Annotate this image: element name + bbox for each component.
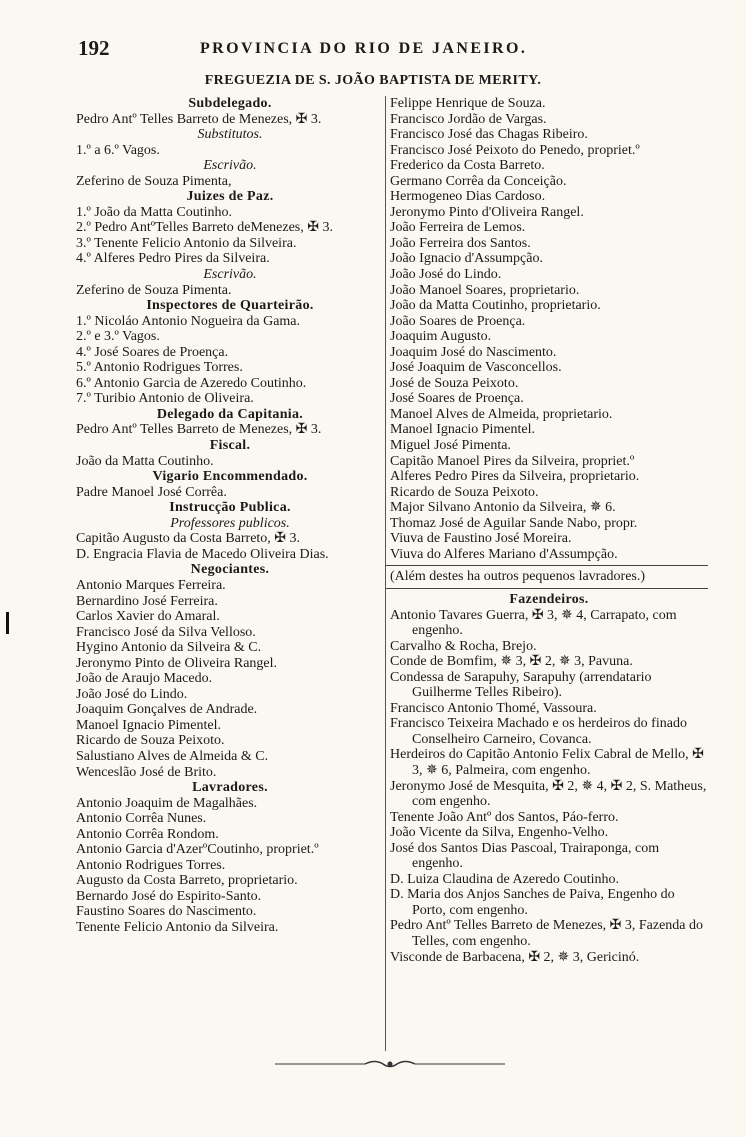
entry-line: Francisco Teixeira Machado e os herdeiros do finado Conselheiro Carneiro, Covanca. xyxy=(390,716,687,747)
section-heading: Subdelegado. xyxy=(188,96,272,111)
running-head: PROVINCIA DO RIO DE JANEIRO. xyxy=(200,40,528,57)
entry-line: Salustiano Alves de Almeida & C. xyxy=(76,748,269,764)
margin-mark xyxy=(6,612,9,634)
entry-line: D. Engracia Flavia de Macedo Oliveira Dias. xyxy=(76,546,329,562)
entry-line: João Ferreira dos Santos. xyxy=(390,235,531,251)
entry-line: Herdeiros do Capitão Antonio Felix Cabral de Mello, ✠ 3, ✵ 6, Palmeira, com engenho. xyxy=(390,747,704,778)
column-divider xyxy=(385,96,386,1051)
entry-line: Jeronymo Pinto de Oliveira Rangel. xyxy=(76,655,278,671)
entry-line: Antonio Marques Ferreira. xyxy=(76,577,226,593)
entry-line: Joaquim Gonçalves de Andrade. xyxy=(76,702,258,718)
entry-line: Viuva de Faustino José Moreira. xyxy=(390,531,572,547)
entry-line: Jeronymo José de Mesquita, ✠ 2, ✵ 4, ✠ 2, S. Matheus, com engenho. xyxy=(390,778,707,810)
entry-line: Antonio Garcia d'AzerºCoutinho, propriet.º xyxy=(76,842,319,858)
entry-line: Viuva do Alferes Mariano d'Assumpção. xyxy=(390,546,618,562)
entry-line: Wenceslão José de Brito. xyxy=(76,764,217,780)
entry-line: João José do Lindo. xyxy=(390,267,502,283)
section-heading: Instrucção Publica. xyxy=(169,500,291,516)
entry-line: Antonio Corrêa Rondom. xyxy=(76,826,219,842)
entry-line: Antonio Tavares Guerra, ✠ 3, ✵ 4, Carrapato, com engenho. xyxy=(390,607,677,639)
entry-line: Antonio Rodrigues Torres. xyxy=(76,857,226,873)
subsection-heading: Professores publicos. xyxy=(170,515,290,531)
right-column xyxy=(390,96,708,965)
entry-line: Manoel Ignacio Pimentel. xyxy=(76,717,222,733)
section-heading: Juizes de Paz. xyxy=(186,189,274,205)
entry-line: Francisco José Peixoto do Penedo, propriet.º xyxy=(390,142,640,158)
entry-line: Tenente Felicio Antonio da Silveira. xyxy=(76,919,279,935)
entry-line: Jeronymo Pinto d'Oliveira Rangel. xyxy=(390,204,584,220)
entry-line: João da Matta Coutinho, proprietario. xyxy=(390,298,601,314)
entry-line: Francisco José das Chagas Ribeiro. xyxy=(390,127,588,143)
entry-line: Antonio Joaquim de Magalhães. xyxy=(76,795,258,811)
entry-line: Conde de Bomfim, ✵ 3, ✠ 2, ✵ 3, Pavuna. xyxy=(390,654,633,670)
entry-line: João de Araujo Macedo. xyxy=(76,671,213,687)
entry-line: Tenente João Antº dos Santos, Páo-ferro. xyxy=(390,809,619,825)
entry-line: José dos Santos Dias Pascoal, Trairaponga, com engenho. xyxy=(390,840,660,872)
section-heading: Vigario Encommendado. xyxy=(152,469,308,485)
entry-line: D. Maria dos Anjos Sanches de Paiva, Engenho do Porto, com engenho. xyxy=(390,887,675,918)
entry-line: D. Luiza Claudina de Azeredo Coutinho. xyxy=(390,871,619,887)
entry-line: Visconde de Barbacena, ✠ 2, ✵ 3, Gericinó. xyxy=(390,949,640,965)
subsection-heading: Escrivão. xyxy=(203,267,257,283)
entry-line: Antonio Corrêa Nunes. xyxy=(76,811,207,827)
entry-line: Alferes Pedro Pires da Silveira, proprietario. xyxy=(390,469,640,485)
entry-line: Germano Corrêa da Conceição. xyxy=(390,173,567,189)
entry-line: João Soares de Proença. xyxy=(390,313,526,329)
entry-line: 1.º João da Matta Coutinho. xyxy=(76,204,232,220)
subsection-heading: Substitutos. xyxy=(197,127,263,143)
entry-line: Ricardo de Souza Peixoto. xyxy=(390,484,539,500)
entry-line: Augusto da Costa Barreto, proprietario. xyxy=(76,873,298,889)
entry-line: Manoel Ignacio Pimentel. xyxy=(390,422,536,438)
entry-line: Condessa de Sarapuhy, Sarapuhy (arrendatario Guilherme Telles Ribeiro). xyxy=(390,669,652,701)
entry-line: Felippe Henrique de Souza. xyxy=(390,96,546,111)
entry-line: Capitão Manoel Pires da Silveira, propriet.º xyxy=(390,453,635,469)
entry-line: Bernardino José Ferreira. xyxy=(76,593,218,609)
entry-line: 4.º Alferes Pedro Pires da Silveira. xyxy=(76,251,270,267)
entry-line: 4.º José Soares de Proença. xyxy=(76,344,229,360)
entry-line: João Vicente da Silva, Engenho-Velho. xyxy=(390,825,609,841)
section-heading: Delegado da Capitania. xyxy=(156,406,304,422)
parish-title: FREGUEZIA DE S. JOÃO BAPTISTA DE MERITY. xyxy=(204,73,542,88)
section-heading: Lavradores. xyxy=(192,780,268,796)
entry-line: Francisco Jordão de Vargas. xyxy=(390,111,547,127)
entry-line: 2.º Pedro AntºTelles Barreto deMenezes, ✠ 3. xyxy=(76,220,333,236)
section-heading: Fazendeiros. xyxy=(509,591,589,607)
entry-line: João Ignacio d'Assumpção. xyxy=(390,251,543,267)
footer-ornament xyxy=(275,1058,505,1070)
entry-line: Pedro Antº Telles Barreto de Menezes, ✠ 3. xyxy=(76,422,322,438)
entry-line: Manoel Alves de Almeida, proprietario. xyxy=(390,406,613,422)
entry-line: João Ferreira de Lemos. xyxy=(390,220,526,236)
entry-line: Miguel José Pimenta. xyxy=(390,438,511,454)
page-number: 192 xyxy=(78,36,110,60)
entry-line: Frederico da Costa Barreto. xyxy=(390,158,545,174)
entry-line: Thomaz José de Aguilar Sande Nabo, propr. xyxy=(390,515,638,531)
entry-line: Carvalho & Rocha, Brejo. xyxy=(390,638,537,654)
entry-line: Padre Manoel José Corrêa. xyxy=(76,484,227,500)
entry-line: Zeferino de Souza Pimenta. xyxy=(76,282,232,298)
section-rule xyxy=(386,565,708,566)
entry-line: Capitão Augusto da Costa Barreto, ✠ 3. xyxy=(76,531,301,547)
entry-line: 1.º Nicoláo Antonio Nogueira da Gama. xyxy=(76,313,301,329)
entry-line: Joaquim Augusto. xyxy=(390,329,492,345)
section-rule xyxy=(386,588,708,589)
subsection-heading: Escrivão. xyxy=(203,158,257,174)
entry-line: 2.º e 3.º Vagos. xyxy=(76,329,160,345)
entry-line: José de Souza Peixoto. xyxy=(390,375,519,391)
section-heading: Inspectores de Quarteirão. xyxy=(146,298,314,314)
entry-line: Pedro Antº Telles Barreto de Menezes, ✠ 3. xyxy=(76,111,322,127)
left-column xyxy=(76,96,384,936)
entry-line: 6.º Antonio Garcia de Azeredo Coutinho. xyxy=(76,375,307,391)
entry-line: Ricardo de Souza Peixoto. xyxy=(76,733,225,749)
entry-line: Francisco José da Silva Velloso. xyxy=(76,624,256,640)
entry-line: Bernardo José do Espirito-Santo. xyxy=(76,888,262,904)
entry-line: 7.º Turibio Antonio de Oliveira. xyxy=(76,391,254,407)
entry-line: 1.º a 6.º Vagos. xyxy=(76,142,160,158)
entry-line: João Manoel Soares, proprietario. xyxy=(390,282,580,298)
entry-line: Zeferino de Souza Pimenta, xyxy=(76,173,232,189)
entry-line: José Joaquim de Vasconcellos. xyxy=(390,360,562,376)
entry-line: 5.º Antonio Rodrigues Torres. xyxy=(76,360,243,376)
section-heading: Negociantes. xyxy=(190,562,270,578)
entry-line: Hermogeneo Dias Cardoso. xyxy=(390,189,546,205)
entry-line: Pedro Antº Telles Barreto de Menezes, ✠ 3, Fazenda do Telles, com engenho. xyxy=(390,918,704,949)
entry-line: 3.º Tenente Felicio Antonio da Silveira. xyxy=(76,235,297,251)
section-heading: Fiscal. xyxy=(209,438,251,454)
entry-line: Major Silvano Antonio da Silveira, ✵ 6. xyxy=(390,500,616,516)
entry-line: (Além destes ha outros pequenos lavradores.) xyxy=(390,569,646,585)
entry-line: José Soares de Proença. xyxy=(390,391,524,407)
entry-line: Francisco Antonio Thomé, Vassoura. xyxy=(390,700,597,716)
entry-line: Hygino Antonio da Silveira & C. xyxy=(76,640,262,656)
entry-line: Faustino Soares do Nascimento. xyxy=(76,904,257,920)
entry-line: Carlos Xavier do Amaral. xyxy=(76,609,220,625)
entry-line: Joaquim José do Nascimento. xyxy=(390,344,557,360)
entry-line: João José do Lindo. xyxy=(76,686,188,702)
entry-line: João da Matta Coutinho. xyxy=(76,453,214,469)
